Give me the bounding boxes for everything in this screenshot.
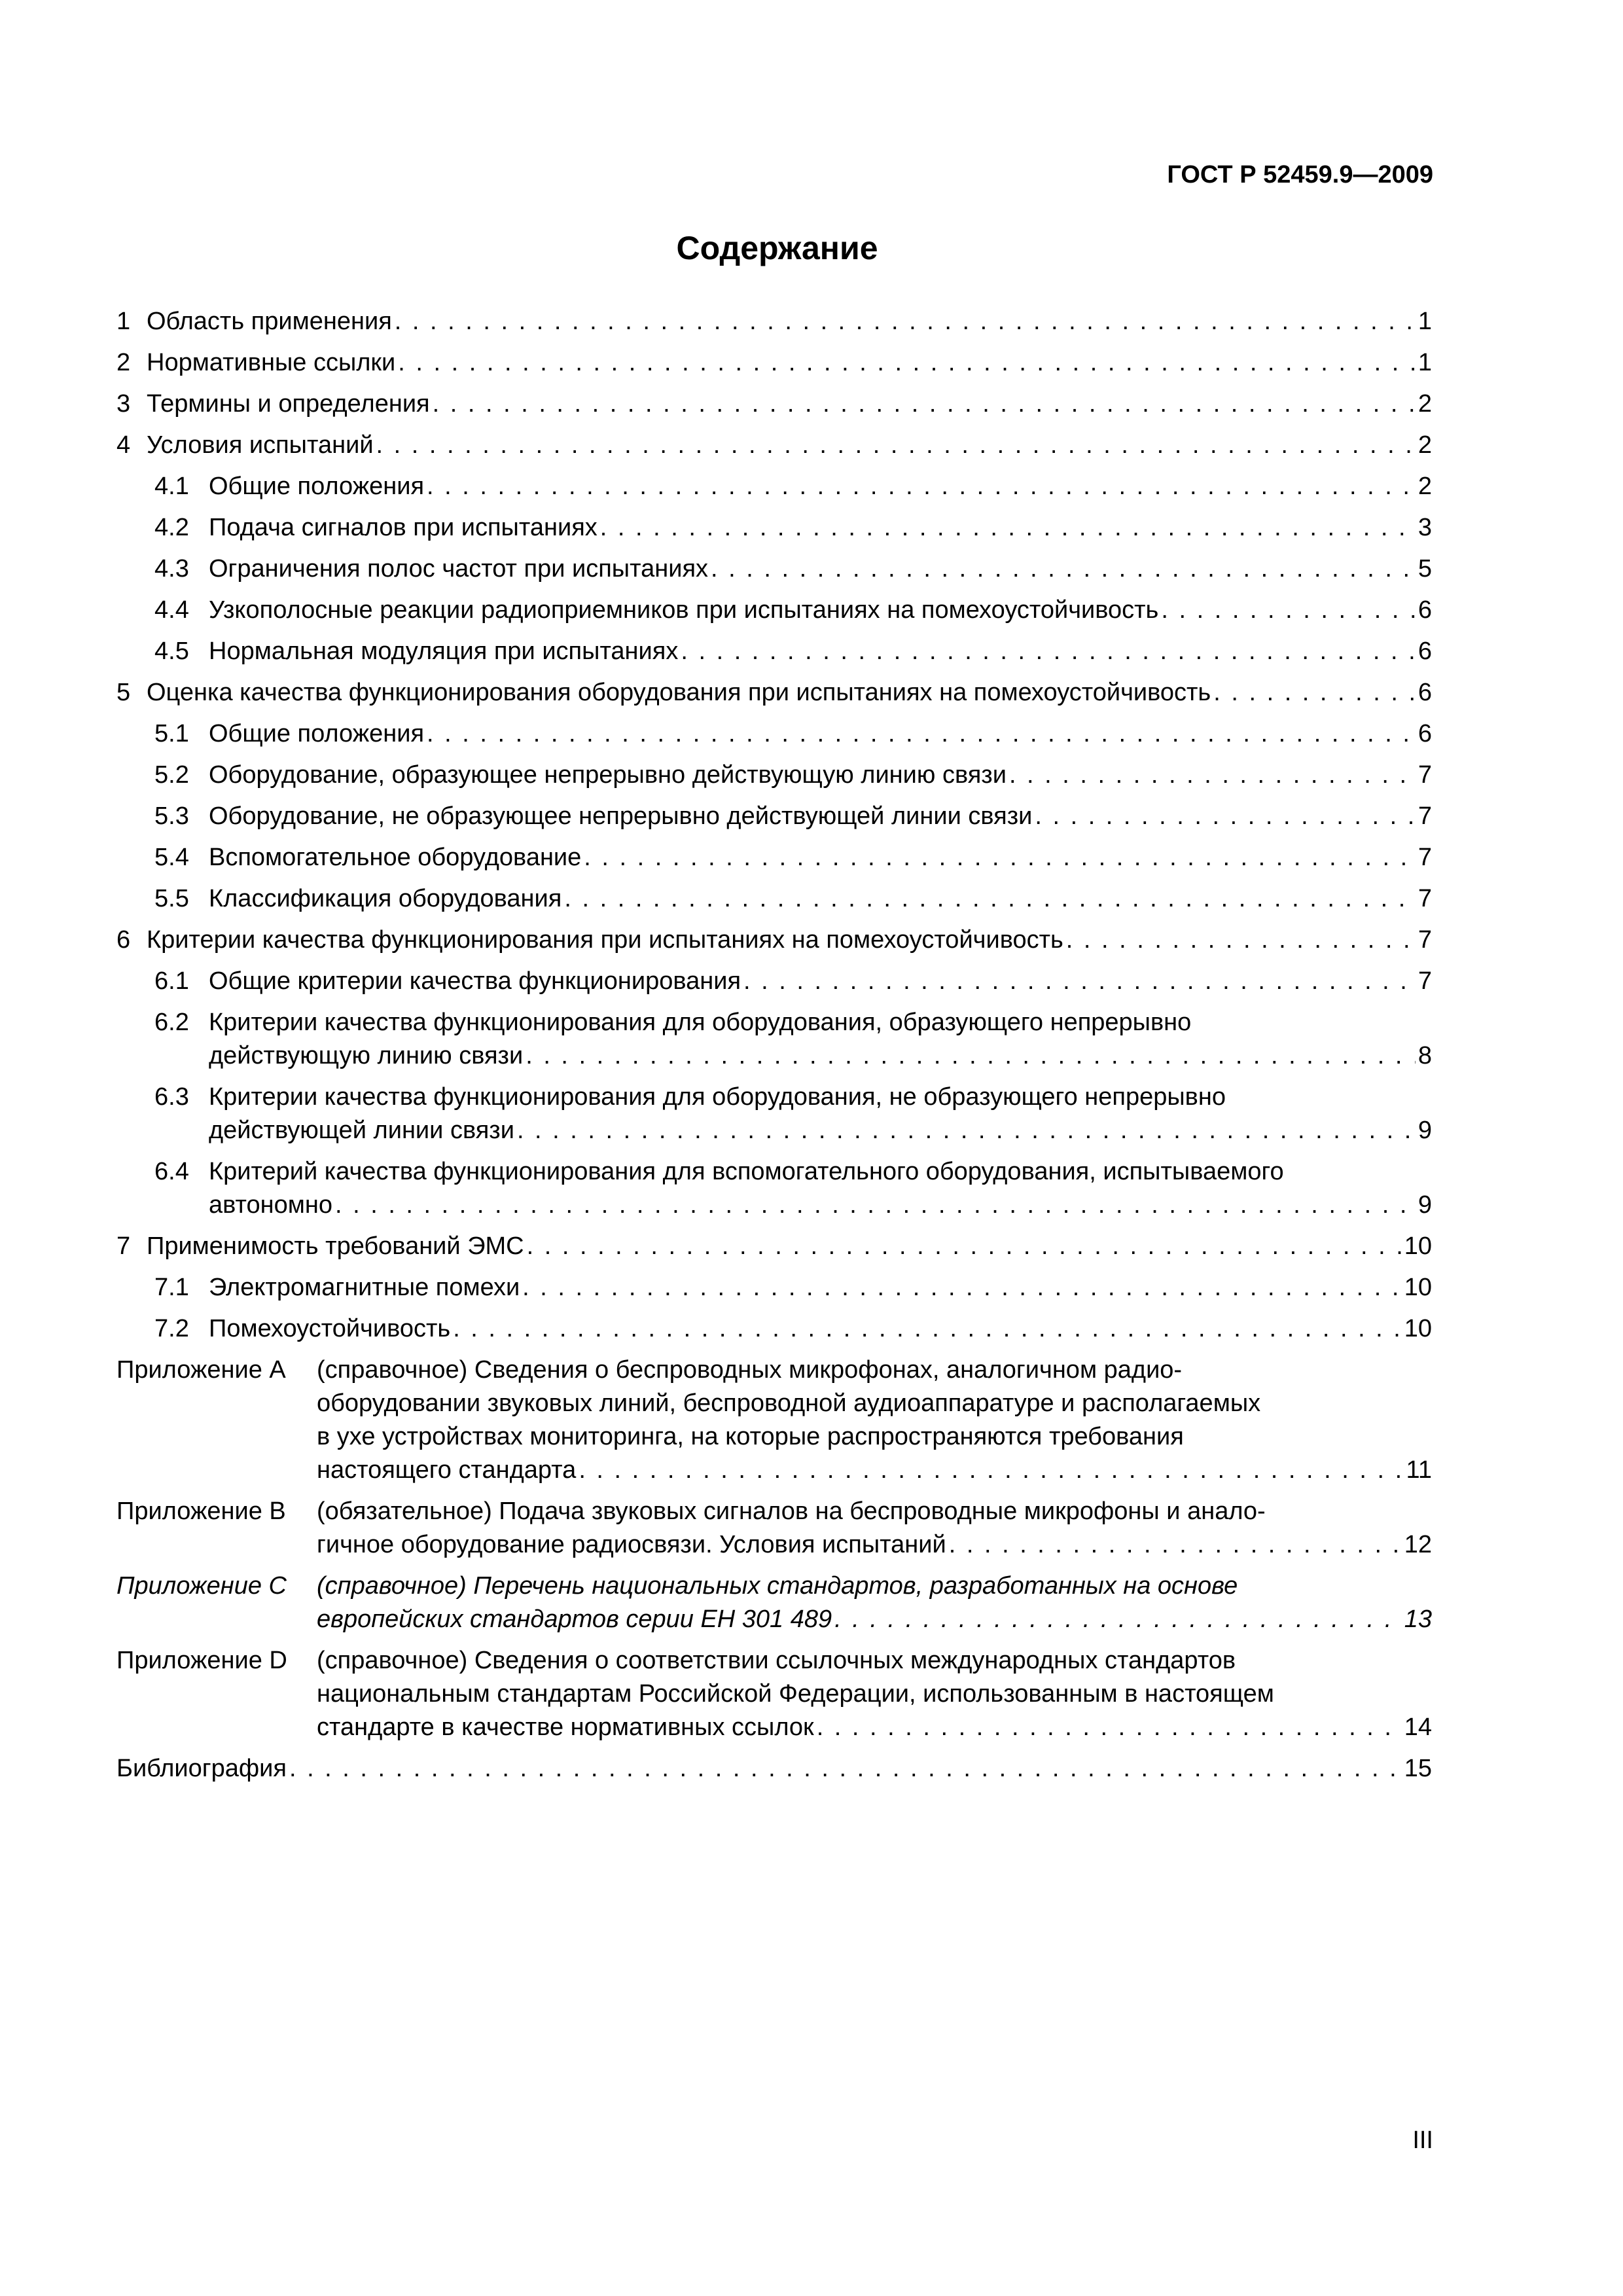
appendix-continuation[interactable]: настоящего стандарта . . . 11 [317,1456,1432,1498]
toc-entry[interactable]: 4 Условия испытаний . . . 2 [116,431,1432,473]
toc-subentry[interactable]: 5.1 Общие положения . . . 6 [154,720,1432,761]
toc-subentry[interactable]: 4.3 Ограничения полос частот при испытаниях . . . 5 [154,555,1432,596]
bibliography-entry[interactable]: Библиография . . . 15 [116,1755,1432,1796]
toc-entry[interactable]: 2 Нормативные ссылки . . . 1 [116,349,1432,390]
appendix-continuation: национальным стандартам Российской Федерации, использованным в настоящем [317,1680,1274,1708]
toc-subentry[interactable]: 5.5 Классификация оборудования . . . 7 [154,885,1432,926]
page-title: Содержание [676,230,878,266]
toc-subentry[interactable]: 7.1 Электромагнитные помехи . . . 10 [154,1274,1432,1315]
toc-subentry[interactable]: 6.3 Критерии качества функционирования для оборудования, не образующего непрерывно [154,1083,1226,1111]
appendix-continuation: в ухе устройствах мониторинга, на которые распространяются требования [317,1423,1184,1450]
toc-subentry[interactable]: 4.1 Общие положения . . . 2 [154,473,1432,514]
appendix-entry[interactable]: Приложение С (справочное) Перечень национальных стандартов, разработанных на основе [116,1572,1238,1600]
toc-subentry[interactable]: 4.4 Узкополосные реакции радиоприемников при испытаниях на помехоустойчивость . . . 6 [154,596,1432,637]
toc-subentry[interactable]: 5.3 Оборудование, не образующее непрерывно действующей линии связи . . . 7 [154,802,1432,844]
toc-subentry[interactable]: 5.2 Оборудование, образующее непрерывно действующую линию связи . . . 7 [154,761,1432,802]
toc-subentry-continuation[interactable]: действующей линии связи . . . 9 [209,1117,1432,1158]
toc-subentry[interactable]: 6.1 Общие критерии качества функционирования . . . 7 [154,967,1432,1009]
appendix-entry[interactable]: Приложение В (обязательное) Подача звуковых сигналов на беспроводные микрофоны и анало- [116,1498,1266,1525]
toc-subentry[interactable]: 6.2 Критерии качества функционирования для оборудования, образующего непрерывно [154,1009,1192,1036]
appendix-continuation[interactable]: европейских стандартов серии ЕН 301 489 . . . 13 [317,1605,1432,1647]
toc-entry[interactable]: 7 Применимость требований ЭМС . . . 10 [116,1232,1432,1274]
appendix-entry[interactable]: Приложение А (справочное) Сведения о беспроводных микрофонах, аналогичном радио- [116,1356,1183,1384]
toc-entry[interactable]: 6 Критерии качества функционирования при испытаниях на помехоустойчивость . . . 7 [116,926,1432,967]
toc-entry[interactable]: 5 Оценка качества функционирования оборудования при испытаниях на помехоустойчивость . . . 6 [116,679,1432,720]
appendix-continuation[interactable]: гичное оборудование радиосвязи. Условия испытаний . . . 12 [317,1531,1432,1572]
toc-subentry[interactable]: 6.4 Критерий качества функционирования для вспомогательного оборудования, испытываемого [154,1158,1284,1185]
toc-subentry-continuation[interactable]: действующую линию связи . . . 8 [209,1042,1432,1083]
table-of-contents [116,308,1432,1796]
toc-subentry[interactable]: 5.4 Вспомогательное оборудование . . . 7 [154,844,1432,885]
toc-entry[interactable]: 3 Термины и определения . . . 2 [116,390,1432,431]
toc-subentry[interactable]: 4.2 Подача сигналов при испытаниях . . . 3 [154,514,1432,555]
appendix-continuation[interactable]: стандарте в качестве нормативных ссылок . . . 14 [317,1713,1432,1755]
appendix-entry[interactable]: Приложение D (справочное) Сведения о соответствии ссылочных международных стандартов [116,1647,1236,1674]
toc-subentry-continuation[interactable]: автономно . . . 9 [209,1191,1432,1232]
toc-subentry[interactable]: 4.5 Нормальная модуляция при испытаниях . . . 6 [154,637,1432,679]
toc-entry[interactable]: 1 Область применения . . . 1 [116,308,1432,349]
appendix-continuation: оборудовании звуковых линий, беспроводной аудиоаппаратуре и располагаемых [317,1390,1261,1417]
document-code: ГОСТ Р 52459.9—2009 [1167,161,1433,188]
toc-subentry[interactable]: 7.2 Помехоустойчивость . . . 10 [154,1315,1432,1356]
page-number: III [1412,2126,1433,2154]
